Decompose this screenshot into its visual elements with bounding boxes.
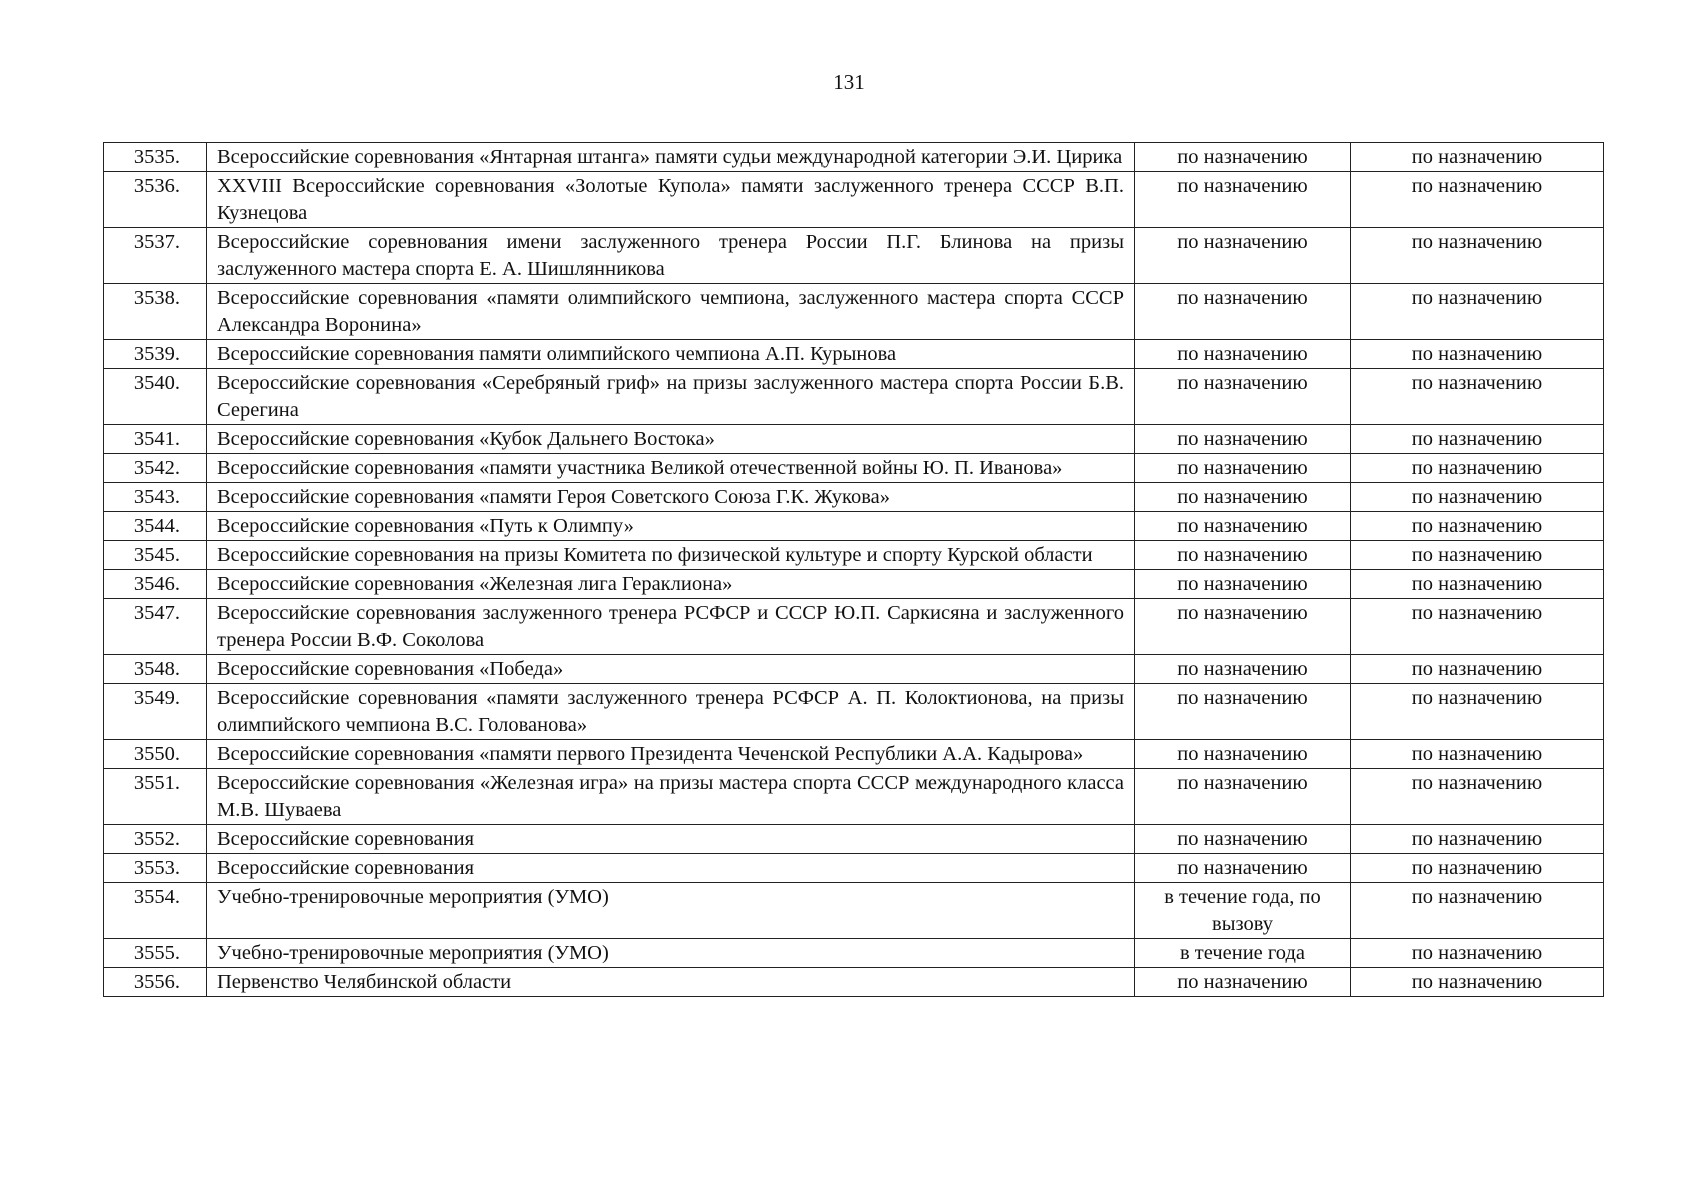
event-date-cell: по назначению xyxy=(1135,284,1351,340)
event-place-cell: по назначению xyxy=(1351,655,1604,684)
event-name-cell: Всероссийские соревнования «Железная игра» на призы мастера спорта СССР международного класса М.В. Шуваева xyxy=(207,769,1135,825)
event-place-cell: по назначению xyxy=(1351,172,1604,228)
event-date-cell: по назначению xyxy=(1135,340,1351,369)
row-number-cell: 3551. xyxy=(104,769,207,825)
event-date-cell: по назначению xyxy=(1135,172,1351,228)
event-name-cell: Учебно-тренировочные мероприятия (УМО) xyxy=(207,939,1135,968)
table-row xyxy=(104,825,1604,854)
row-number-cell: 3538. xyxy=(104,284,207,340)
event-date-cell: по назначению xyxy=(1135,769,1351,825)
event-name-cell: Всероссийские соревнования «Железная лига Гераклиона» xyxy=(207,570,1135,599)
event-date-cell: по назначению xyxy=(1135,541,1351,570)
row-number-cell: 3547. xyxy=(104,599,207,655)
event-date-cell: в течение года xyxy=(1135,939,1351,968)
table-row xyxy=(104,143,1604,172)
row-number-cell: 3537. xyxy=(104,228,207,284)
row-number-cell: 3550. xyxy=(104,740,207,769)
table-row xyxy=(104,883,1604,939)
event-date-cell: по назначению xyxy=(1135,599,1351,655)
event-place-cell: по назначению xyxy=(1351,425,1604,454)
table-row xyxy=(104,939,1604,968)
event-date-cell: по назначению xyxy=(1135,570,1351,599)
event-name-cell: Всероссийские соревнования «памяти олимпийского чемпиона, заслуженного мастера спорта СССР Александра Воронина» xyxy=(207,284,1135,340)
table-row xyxy=(104,570,1604,599)
event-place-cell: по назначению xyxy=(1351,883,1604,939)
table-row xyxy=(104,340,1604,369)
event-date-cell: по назначению xyxy=(1135,825,1351,854)
row-number-cell: 3549. xyxy=(104,684,207,740)
event-place-cell: по назначению xyxy=(1351,340,1604,369)
row-number-cell: 3535. xyxy=(104,143,207,172)
row-number-cell: 3536. xyxy=(104,172,207,228)
row-number-cell: 3556. xyxy=(104,968,207,997)
event-place-cell: по назначению xyxy=(1351,483,1604,512)
row-number-cell: 3544. xyxy=(104,512,207,541)
table-row xyxy=(104,769,1604,825)
table-row xyxy=(104,483,1604,512)
event-date-cell: по назначению xyxy=(1135,143,1351,172)
event-place-cell: по назначению xyxy=(1351,854,1604,883)
event-date-cell: по назначению xyxy=(1135,854,1351,883)
event-name-cell: Всероссийские соревнования «Кубок Дальнего Востока» xyxy=(207,425,1135,454)
table-row xyxy=(104,740,1604,769)
table-row xyxy=(104,684,1604,740)
table-row xyxy=(104,541,1604,570)
event-place-cell: по назначению xyxy=(1351,369,1604,425)
event-name-cell: Всероссийские соревнования «памяти первого Президента Чеченской Республики А.А. Кадырова» xyxy=(207,740,1135,769)
event-name-cell: Всероссийские соревнования «памяти Героя Советского Союза Г.К. Жукова» xyxy=(207,483,1135,512)
row-number-cell: 3545. xyxy=(104,541,207,570)
row-number-cell: 3542. xyxy=(104,454,207,483)
table-row xyxy=(104,655,1604,684)
event-place-cell: по назначению xyxy=(1351,684,1604,740)
event-place-cell: по назначению xyxy=(1351,512,1604,541)
event-place-cell: по назначению xyxy=(1351,284,1604,340)
row-number-cell: 3548. xyxy=(104,655,207,684)
event-name-cell: Всероссийские соревнования «Серебряный гриф» на призы заслуженного мастера спорта России Б.В. Серегина xyxy=(207,369,1135,425)
event-name-cell: Всероссийские соревнования «Победа» xyxy=(207,655,1135,684)
event-name-cell: Первенство Челябинской области xyxy=(207,968,1135,997)
page-number: 131 xyxy=(833,70,865,94)
table-row xyxy=(104,854,1604,883)
table-row xyxy=(104,454,1604,483)
event-place-cell: по назначению xyxy=(1351,968,1604,997)
row-number-cell: 3540. xyxy=(104,369,207,425)
event-date-cell: по назначению xyxy=(1135,740,1351,769)
event-name-cell: Всероссийские соревнования имени заслуженного тренера России П.Г. Блинова на призы заслуженного мастера спорта Е. А. Шишлянникова xyxy=(207,228,1135,284)
table-row xyxy=(104,512,1604,541)
event-place-cell: по назначению xyxy=(1351,769,1604,825)
events-table-body xyxy=(104,143,1604,997)
event-place-cell: по назначению xyxy=(1351,454,1604,483)
table-row xyxy=(104,425,1604,454)
event-name-cell: Всероссийские соревнования «Янтарная штанга» памяти судьи международной категории Э.И. Цирика xyxy=(207,143,1135,172)
event-date-cell: по назначению xyxy=(1135,454,1351,483)
events-table xyxy=(103,142,1604,997)
row-number-cell: 3554. xyxy=(104,883,207,939)
event-date-cell: в течение года, по вызову xyxy=(1135,883,1351,939)
event-name-cell: Учебно-тренировочные мероприятия (УМО) xyxy=(207,883,1135,939)
table-row xyxy=(104,172,1604,228)
event-date-cell: по назначению xyxy=(1135,483,1351,512)
event-name-cell: XXVIII Всероссийские соревнования «Золотые Купола» памяти заслуженного тренера СССР В.П. Кузнецова xyxy=(207,172,1135,228)
row-number-cell: 3552. xyxy=(104,825,207,854)
event-place-cell: по назначению xyxy=(1351,541,1604,570)
row-number-cell: 3546. xyxy=(104,570,207,599)
table-row xyxy=(104,284,1604,340)
row-number-cell: 3555. xyxy=(104,939,207,968)
event-date-cell: по назначению xyxy=(1135,228,1351,284)
event-place-cell: по назначению xyxy=(1351,939,1604,968)
event-date-cell: по назначению xyxy=(1135,425,1351,454)
event-name-cell: Всероссийские соревнования xyxy=(207,854,1135,883)
event-place-cell: по назначению xyxy=(1351,599,1604,655)
row-number-cell: 3541. xyxy=(104,425,207,454)
event-name-cell: Всероссийские соревнования заслуженного тренера РСФСР и СССР Ю.П. Саркисяна и заслуженного тренера России В.Ф. Соколова xyxy=(207,599,1135,655)
event-name-cell: Всероссийские соревнования памяти олимпийского чемпиона А.П. Курынова xyxy=(207,340,1135,369)
event-date-cell: по назначению xyxy=(1135,684,1351,740)
table-row xyxy=(104,228,1604,284)
table-row xyxy=(104,369,1604,425)
event-name-cell: Всероссийские соревнования на призы Комитета по физической культуре и спорту Курской области xyxy=(207,541,1135,570)
event-place-cell: по назначению xyxy=(1351,570,1604,599)
event-name-cell: Всероссийские соревнования «Путь к Олимпу» xyxy=(207,512,1135,541)
event-name-cell: Всероссийские соревнования «памяти участника Великой отечественной войны Ю. П. Иванова» xyxy=(207,454,1135,483)
table-row xyxy=(104,968,1604,997)
event-name-cell: Всероссийские соревнования «памяти заслуженного тренера РСФСР А. П. Колоктионова, на призы олимпийского чемпиона В.С. Голованова» xyxy=(207,684,1135,740)
event-date-cell: по назначению xyxy=(1135,369,1351,425)
event-place-cell: по назначению xyxy=(1351,825,1604,854)
event-place-cell: по назначению xyxy=(1351,228,1604,284)
row-number-cell: 3539. xyxy=(104,340,207,369)
event-date-cell: по назначению xyxy=(1135,968,1351,997)
table-row xyxy=(104,599,1604,655)
event-date-cell: по назначению xyxy=(1135,655,1351,684)
event-date-cell: по назначению xyxy=(1135,512,1351,541)
row-number-cell: 3553. xyxy=(104,854,207,883)
event-name-cell: Всероссийские соревнования xyxy=(207,825,1135,854)
event-place-cell: по назначению xyxy=(1351,740,1604,769)
row-number-cell: 3543. xyxy=(104,483,207,512)
event-place-cell: по назначению xyxy=(1351,143,1604,172)
